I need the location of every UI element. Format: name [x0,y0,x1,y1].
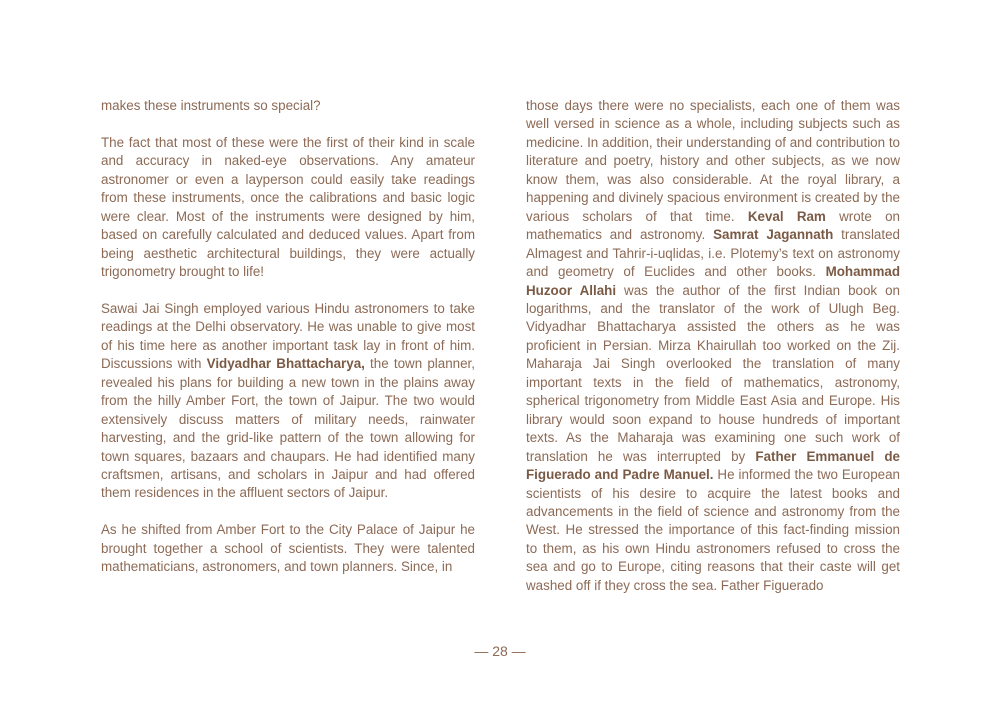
page-number: — 28 — [474,643,526,659]
bold-name: Keval Ram [747,208,826,224]
bold-name: Father Emmanuel de Figuerado and Padre Manuel. [526,448,900,483]
paragraph: Sawai Jai Singh employed various Hindu astronomers to take readings at the Delhi observatory. He was unable to give most of his time here as another important task lay in front of him. Discussions with Vidyadhar Bhattacharya, the town planner, revealed his plans for building a new town in the plains away from the hilly Amber Fort, the town of Jaipur. The two would extensively discuss matters of military needs, rainwater harvesting, and the grid-like pattern of the town allowing for town squares, bazaars and chaupars. He had identified many craftsmen, artisans, and scholars in Jaipur and had offered them residences in the affluent sectors of Jaipur. [101,300,475,501]
paragraph: The fact that most of these were the first of their kind in scale and accuracy in naked-eye observations. Any amateur astronomer or even a layperson could easily take readings from these instruments, once the calibrations and basic logic were clear. Most of the instruments were designed by him, based on carefully calculated and deduced values. Apart from being aesthetic architectural buildings, they were actually trigonometry brought to life! [101,134,475,280]
bold-name: Samrat Jagannath [713,227,834,243]
left-column [101,97,475,577]
bold-name: Vidyadhar Bhattacharya, [206,356,365,372]
paragraph: As he shifted from Amber Fort to the City Palace of Jaipur he brought together a school of scientists. They were talented mathematicians, astronomers, and town planners. Since, in [101,522,475,575]
right-column [526,97,900,595]
bold-name: Mohammad Huzoor Allahi [526,264,900,298]
paragraph: makes these instruments so special? [101,98,321,113]
paragraph: those days there were no specialists, each one of them was well versed in science as a whole, including subjects such as medicine. In addition, their understanding of and contribution to literature and poetry, history and other subjects, as we now know them, was also considerable. At the royal library, a happening and divinely spacious environment is created by the various scholars of that time. Keval Ram wrote on mathematics and astronomy. Samrat Jagannath translated Almagest and Tahrir-i-uqlidas, i.e. Plotemy’s text on astronomy and geometry of Euclides and other books. Mohammad Huzoor Allahi was the author of the first Indian book on logarithms, and the translator of the work of Ulugh Beg. Vidyadhar Bhattacharya assisted the others as he was proficient in Persian. Mirza Khairullah too worked on the Zij. Maharaja Jai Singh overlooked the translation of many important texts in the field of mathematics, astronomy, spherical trigonometry from Middle East Asia and Europe. His library would soon expand to house hundreds of important texts. As the Maharaja was examining one such work of translation he was interrupted by Father Emmanuel de Figuerado and Padre Manuel. He informed the two European scientists of his desire to acquire the latest books and advancements in the field of science and astronomy from the West. He stressed the importance of this fact-finding mission to them, as his own Hindu astronomers refused to cross the sea and go to Europe, citing reasons that their caste will get washed off if they cross the sea. Father Figuerado [526,98,901,593]
